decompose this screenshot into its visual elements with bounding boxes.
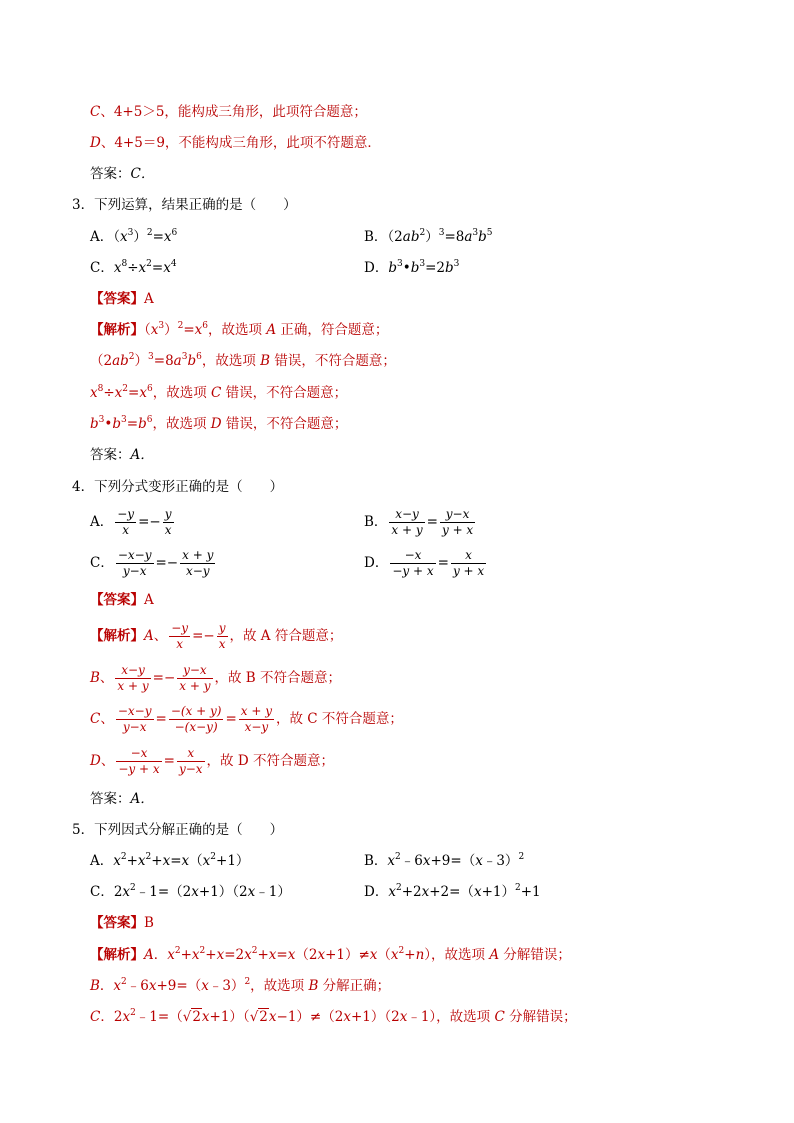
q4-final-answer: 答案：A． [90,791,154,807]
q5-analysis-a: 【解析】A．$x^2+x^2+x=2x^2+x=x(2x+1)\ne x(x^2+n)$，故选项 A 分解错误； [90,946,571,963]
q3-analysis-3: $x^8\div x^2=x^6$，故选项 C 错误，不符合题意； [90,384,348,401]
q5-option-b: B．$x^2﹣6x+9=(x﹣3)^2$ [364,852,525,869]
option-d-explanation: D、4+5＝9，不能构成三角形，此项不符题意． [90,135,381,151]
q4-option-a: A． $\frac{-y}{x}$ =− $\frac{y}{x}$ [90,507,172,537]
q4-analysis-b: B、 $\frac{x-y}{x + y}$ =− $\frac{y-x}{x + y}$ ，故 B 不符合题意； [90,663,342,693]
q4-analysis-d: D、 $\frac{-x}{-y + x}$ = $\frac{x}{y-x}$ ，故 D 不符合题意； [90,746,334,776]
q4-answer: 【答案】A [90,592,154,608]
q5-stem: 5．下列因式分解正确的是（ ） [72,822,284,838]
q3-answer: 【答案】A [90,291,154,307]
q4-option-d: D． $\frac{-x}{-y + x}$ = $\frac{x}{y + x}$ [364,548,485,578]
q5-option-a: A．$x^2+x^2+x=x(x^2+1)$ [90,852,250,869]
q3-final-answer: 答案：A． [90,447,154,463]
q4-analysis-c: C、 $\frac{-x-y}{y-x}$ = $\frac{-(x + y)}{-(x-y)}$ = $\frac{x + y}{x-y}$ ，故 C 不符合题意； [90,704,403,734]
q4-option-b: B． $\frac{x-y}{x + y}$ = $\frac{y-x}{y + x}$ [364,507,474,537]
q3-option-a: A．$(x^3)^2=x^6$ [90,228,178,245]
q3-analysis-2: $(2ab^2)^3=8a^3b^6$，故选项 B 错误，不符合题意； [90,352,396,369]
q3-option-b: B．$(2ab^2)^3=8a^3b^5$ [364,228,493,245]
q5-answer: 【答案】B [90,915,154,931]
q5-option-d: D．$x^2+2x+2=(x+1)^2+1$ [364,883,541,900]
option-c-explanation: C、4+5＞5，能构成三角形，此项符合题意； [90,104,367,120]
q3-analysis-4: $b^3•b^3=b^6$，故选项 D 错误，不符合题意； [90,415,348,432]
q5-analysis-b: B．$x^2﹣6x+9=(x﹣3)^2$，故选项 B 分解正确； [90,977,391,994]
q5-analysis-c: C．$2x^2﹣1=(√2x+1)(√2x-1)\ne(2x+1)(2x﹣1)$，故选项 C 分解错误； [90,1008,577,1025]
top-answer: 答案：C． [90,166,155,182]
q4-stem: 4．下列分式变形正确的是（ ） [72,479,284,495]
q3-option-d: D．$b^3•b^3=2b^3$ [364,259,460,276]
q4-option-c: C． $\frac{-x-y}{y-x}$ =− $\frac{x + y}{x-y}$ [90,548,214,578]
q4-analysis-a: 【解析】A、 $\frac{-y}{x}$ =− $\frac{y}{x}$ ，故 A 符合题意； [90,621,343,651]
q3-option-c: C．$x^8\div x^2=x^4$ [90,259,177,276]
q3-stem: 3．下列运算，结果正确的是（ ） [72,197,297,213]
q3-analysis-1: 【解析】$(x^3)^2=x^6$，故选项 A 正确，符合题意； [90,321,389,338]
q5-option-c: C．$2x^2﹣1=(2x+1)(2x﹣1)$ [90,883,291,900]
